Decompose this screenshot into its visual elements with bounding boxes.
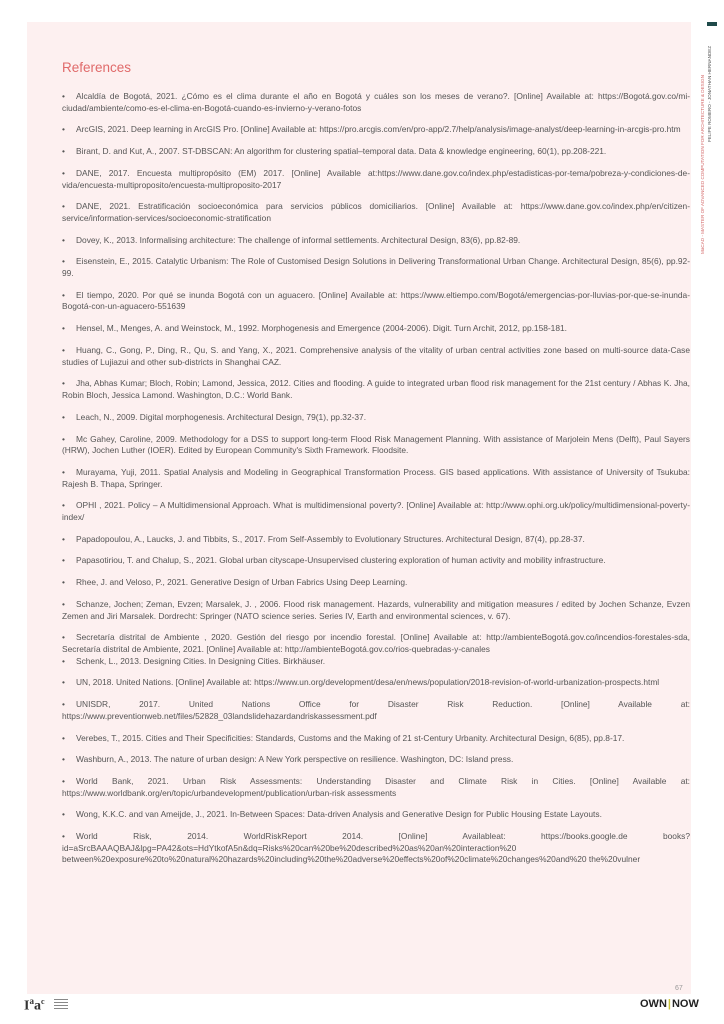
- reference-item: [62, 378, 690, 401]
- reference-text: UNISDR, 2017. United Nations Office for Disaster Risk Reduction. [Online] Available at: https://www.preventionweb.net/files/52828_03landslidehazardandriskassessment.pdf: [62, 699, 690, 721]
- reference-text: Dovey, K., 2013. Informalising architecture: The challenge of informal settlements. Architectural Design, 83(6), pp.82-89.: [76, 234, 521, 245]
- reference-text: Leach, N., 2009. Digital morphogenesis. Architectural Design, 79(1), pp.32-37.: [76, 411, 367, 422]
- bullet-icon: •: [62, 289, 65, 300]
- reference-text: Schenk, L., 2013. Designing Cities. In Designing Cities. Birkhäuser.: [76, 655, 326, 666]
- bullet-icon: •: [62, 378, 65, 389]
- reference-text: OPHI , 2021. Policy – A Multidimensional Approach. What is multidimensional poverty?. [Online] Available at: http://www.ophi.org.uk/policy/multidimensional-poverty-index/: [62, 500, 690, 522]
- bullet-icon: •: [62, 466, 65, 477]
- reference-text: Eisenstein, E., 2015. Catalytic Urbanism: The Role of Customised Design Solutions in Delivering Transformational Urban Change. Architectural Design, 85(6), pp.92-99.: [62, 256, 690, 279]
- reference-item: [62, 467, 690, 490]
- reference-text: Jha, Abhas Kumar; Bloch, Robin; Lamond, Jessica, 2012. Cities and flooding. A guide to integrated urban flood risk management for the 21st century / Abhas K. Jha, Robin Bloch, Jessica Lamond. Washington, D.C.: World Bank.: [62, 378, 690, 400]
- reference-item: [62, 809, 690, 821]
- bullet-icon: •: [62, 555, 65, 566]
- reference-item: [62, 256, 690, 279]
- reference-item: [62, 776, 690, 799]
- bullet-icon: •: [62, 632, 65, 643]
- reference-text: World Bank, 2021. Urban Risk Assessments: Understanding Disaster and Climate Risk in Cities. [Online] Available at: https://www.worldbank.org/en/topic/urbandevelopment/publication/urban-risk assessments: [62, 776, 690, 798]
- bullet-icon: •: [62, 345, 65, 355]
- reference-item: [62, 599, 690, 622]
- reference-text: Murayama, Yuji, 2011. Spatial Analysis and Modeling in Geographical Transformation Process. GIS based applications. With assistance of University of Tsukuba: Rajesh B. Thapa, Springer.: [62, 466, 690, 489]
- bullet-icon: •: [62, 91, 65, 101]
- program-name: MaCAD - MASTER OF ADVANCED COMPUTATION FOR ARCHITECTURE & DESIGN: [700, 75, 705, 254]
- reference-text: Alcaldía de Bogotá, 2021. ¿Cómo es el clima durante el año en Bogotá y cuáles son los meses de verano?. [Online] Available at: https://Bogotá.gov.co/mi-ciudad/ambiente/como-es-el-clima-en-Bogotá-cuando-es-invierno-y-verano-fotos: [62, 91, 690, 113]
- page-number: 67: [675, 985, 683, 992]
- bullet-icon: •: [62, 699, 65, 710]
- own-now-logo: [640, 998, 699, 1010]
- bullet-icon: •: [62, 124, 65, 135]
- reference-item: [62, 124, 690, 136]
- reference-item: [62, 733, 690, 745]
- reference-text: UN, 2018. United Nations. [Online] Available at: https://www.un.org/development/desa/en/news/population/2018-revision-of-world-urbanization-prospects.html: [76, 677, 660, 688]
- side-header: [697, 22, 719, 262]
- section-title: References: [62, 60, 132, 75]
- reference-text: Rhee, J. and Veloso, P., 2021. Generative Design of Urban Fabrics Using Deep Learning.: [76, 577, 408, 588]
- bullet-icon: •: [62, 677, 65, 688]
- reference-item: [62, 235, 690, 247]
- reference-item: [62, 412, 690, 424]
- reference-item: [62, 290, 690, 313]
- reference-item: [62, 534, 690, 546]
- bullet-icon: •: [62, 599, 65, 609]
- bullet-icon: •: [62, 411, 65, 422]
- reference-item: [62, 754, 690, 766]
- bullet-icon: •: [62, 167, 65, 178]
- reference-item: [62, 831, 690, 866]
- reference-item: [62, 91, 690, 114]
- reference-text: Papadopoulou, A., Laucks, J. and Tibbits, S., 2017. From Self-Assembly to Evolutionary Structures. Architectural Design, 87(4), pp.28-37.: [76, 533, 585, 544]
- brand-separator: |: [667, 998, 671, 1010]
- bullet-icon: •: [62, 533, 65, 544]
- bullet-icon: •: [62, 809, 65, 820]
- bullet-icon: •: [62, 201, 65, 212]
- reference-text: DANE, 2021. Estratificación socioeconómica para servicios públicos domiciliarios. [Online] Available at: https://www.dane.gov.co/index.php/en/citizen-service/information-services/socioeconomic-stratification: [62, 201, 690, 223]
- bullet-icon: •: [62, 831, 65, 842]
- reference-text: Wong, K.K.C. and van Ameijde, J., 2021. In-Between Spaces: Data-driven Analysis and Generative Design for Public Housing Estate Layouts.: [76, 809, 602, 820]
- reference-text: Washburn, A., 2013. The nature of urban design: A New York perspective on resilience. Washington, DC: Island press.: [76, 754, 514, 765]
- bullet-icon: •: [62, 732, 65, 743]
- bullet-icon: •: [62, 146, 65, 157]
- references-list: [62, 91, 690, 876]
- reference-text: Papasotiriou, T. and Chalup, S., 2021. Global urban cityscape-Unsupervised clustering exploration of human activity and mobility infrastructure.: [76, 555, 606, 566]
- bullet-icon: •: [62, 500, 65, 511]
- reference-item: [62, 168, 690, 191]
- reference-item: [62, 500, 690, 523]
- brand-right: NOW: [671, 998, 699, 1010]
- bullet-icon: •: [62, 754, 65, 765]
- reference-text: Schanze, Jochen; Zeman, Evzen; Marsalek, J. , 2006. Flood risk management. Hazards, vulnerability and mitigation measures / edited by Jochen Schanze, Evzen Zemen and Jiri Marsalek. Dordrecht: Springer (NATO science series. Series IV, Earth and environmental sciences, v. 67).: [62, 599, 690, 621]
- reference-text: World Risk, 2014. WorldRiskReport 2014. [Online] Availableat: https://books.google.de books?id=aSrcBAAAQBAJ&lpg=PA42&ots=HdYtkofA5n&dq=Risks%20can%20be%20described%20as%20an%20interaction%20 between%20exposure%20to%20natural%20hazards%20including%20the%20adverse%20effects%20of%20climate%20changes%20and%20 the%20vulner: [62, 831, 690, 865]
- reference-item: [62, 577, 690, 589]
- reference-text: Verebes, T., 2015. Cities and Their Specificities: Standards, Customs and the Making of 21 st-Century Urbanity. Architectural Design, 6(85), pp.8-17.: [76, 732, 625, 743]
- reference-item: [62, 632, 690, 655]
- accent-bar: [707, 22, 717, 26]
- reference-text: ArcGIS, 2021. Deep learning in ArcGIS Pro. [Online] Available at: https://pro.arcgis.com/en/pro-app/2.7/help/analysis/image-analyst/deep-learning-in-arcgis-pro.htm: [76, 124, 681, 135]
- reference-text: DANE, 2017. Encuesta multipropósito (EM) 2017. [Online] Available at:https://www.dane.gov.co/index.php/estadisticas-por-tema/pobreza-y-condiciones-de-vida/encuesta-multiproposito/encuesta-multiproposito-2017: [62, 167, 690, 190]
- reference-item: [62, 323, 690, 335]
- reference-text: Secretaría distrital de Ambiente , 2020. Gestión del riesgo por incendio forestal. [Online] Available at: http://ambienteBogotá.gov.co/incendios-forestales-sda, Secretaría distrital de Ambiente, 2021. [Online] Available at: http://ambienteBogotá.gov.co/rios-quebradas-y-canales: [62, 632, 690, 654]
- brand-left: OWN: [640, 998, 667, 1010]
- reference-text: Birant, D. and Kut, A., 2007. ST-DBSCAN: An algorithm for clustering spatial–temporal data. Data & knowledge engineering, 60(1), pp.208-221.: [76, 146, 607, 157]
- bullet-icon: •: [62, 655, 65, 666]
- reference-text: El tiempo, 2020. Por qué se inunda Bogotá con un aguacero. [Online] Available at: https://www.eltiempo.com/Bogotá/emergencias-por-lluvias-por-que-se-inunda-Bogotá-con-un-aguacero-551639: [62, 289, 690, 312]
- reference-item: [62, 201, 690, 224]
- bullet-icon: •: [62, 776, 65, 787]
- bullet-icon: •: [62, 256, 65, 267]
- reference-item: [62, 146, 690, 158]
- reference-item: [62, 434, 690, 457]
- bullet-icon: •: [62, 433, 65, 444]
- reference-item: [62, 699, 690, 722]
- reference-text: Hensel, M., Menges, A. and Weinstock, M., 1992. Morphogenesis and Emergence (2004-2006). Digit. Turn Archit, 2012, pp.158-181.: [76, 323, 567, 334]
- iaac-logo: $I^aa^c$: [24, 996, 45, 1014]
- reference-text: Huang, C., Gong, P., Ding, R., Qu, S. and Yang, X., 2021. Comprehensive analysis of the vitality of urban central activities zone based on multi-source data-Case studies of Lujiazui and other sub-districts in Shanghai CAZ.: [62, 345, 690, 367]
- bullet-icon: •: [62, 323, 65, 334]
- reference-item: [62, 345, 690, 368]
- authors: FELIPE ROMERO - JONATHAN HERNANDEZ: [707, 45, 712, 142]
- reference-text: Mc Gahey, Caroline, 2009. Methodology for a DSS to support long-term Flood Risk Management Planning. With assistance of Marjolein Mens (Delft), Paul Sayers (HRW), Jochen Luther (IOER). Edited by European Community's Sixth Framework. Floodsite.: [62, 433, 690, 456]
- logo-text-lines: [54, 999, 68, 1011]
- reference-item: [62, 677, 690, 689]
- reference-item: [62, 656, 690, 668]
- bullet-icon: •: [62, 577, 65, 588]
- bullet-icon: •: [62, 234, 65, 245]
- reference-item: [62, 555, 690, 567]
